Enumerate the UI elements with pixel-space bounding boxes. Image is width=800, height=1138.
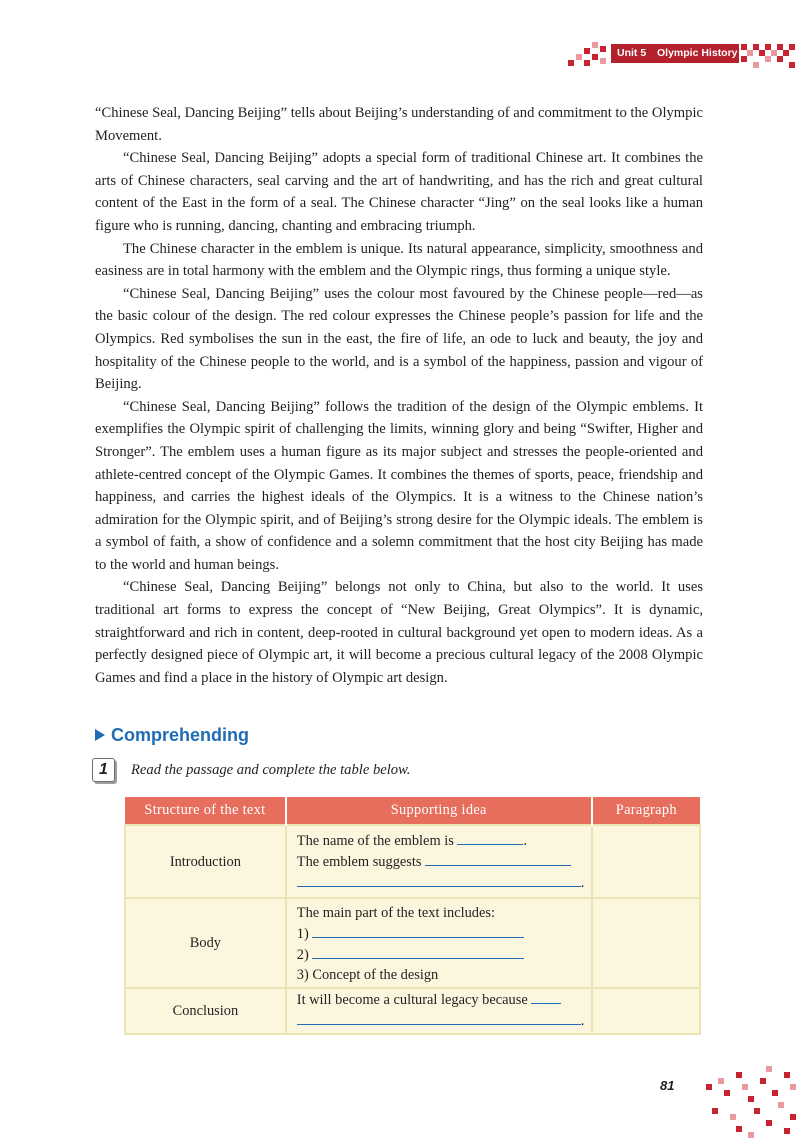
paragraph-1: “Chinese Seal, Dancing Beijing” tells about Beijing’s understanding of and commitment to the Olympic Movement. [95,105,703,144]
paragraph-3: The Chinese character in the emblem is unique. Its natural appearance, simplicity, smoothness and easiness are in total harmony with the emblem and the Olympic rings, thus forming a unique style. [95,240,703,280]
reading-passage [95,102,703,689]
emblem-suggests-blank[interactable] [425,851,571,866]
table-row-conclusion [125,988,700,1034]
emblem-suggests-blank-continued[interactable] [297,872,581,887]
supporting-idea-cell: The main part of the text includes: 1) 2) 3) Concept of the design [286,898,592,988]
table-row-body [125,898,700,988]
row-label: Conclusion [125,988,286,1034]
legacy-reason-blank-continued[interactable] [297,1010,581,1025]
paragraph-6: “Chinese Seal, Dancing Beijing” belongs not only to China, but also to the world. It uses traditional art forms to express the concept of “New Beijing, Great Olympics”. It is dynamic, straightforward and rich in content, deep-rooted in cultural background yet open to modern ideas. As a perfectly designed piece of Olympic art, it will become a precious cultural legacy of the 2008 Olympic Games and find a place in the history of Olympic art design. [95,579,703,686]
triangle-bullet-icon [95,729,105,741]
table-row-introduction [125,825,700,898]
section-title: Comprehending [111,725,249,745]
header-structure: Structure of the text [125,797,286,825]
legacy-reason-blank[interactable] [531,989,561,1004]
emblem-name-blank[interactable] [457,830,523,845]
unit-label: Unit 5 [617,47,647,59]
task-number-badge: 1 [92,758,115,782]
page-number: 81 [660,1078,675,1093]
paragraph-2: “Chinese Seal, Dancing Beijing” adopts a special form of traditional Chinese art. It combines the arts of Chinese characters, seal carving and the art of handwriting, and has the rich and great cultural content of the East in the form of a seal. The Chinese character “Jing” on the seal looks like a human figure who is running, dancing, chanting and embracing triumph. [95,150,703,234]
task-instruction: Read the passage and complete the table below. [131,762,411,778]
supporting-idea-cell: The name of the emblem is . The emblem suggests . [286,825,592,898]
paragraph-cell[interactable] [592,898,700,988]
supporting-idea-cell: It will become a cultural legacy because . [286,988,592,1034]
row-label: Introduction [125,825,286,898]
paragraph-4: “Chinese Seal, Dancing Beijing” uses the colour most favoured by the Chinese people—red—as the basic colour of the design. The red colour expresses the Chinese people’s passion for life and the Olympics. Red symbolises the sun in the east, the fire of life, an ode to luck and beauty, the joy and hospitality of the Chinese people to the world, and is a symbol of the happiness, passion and vigour of Beijing. [95,285,703,393]
header-paragraph: Paragraph [592,797,700,825]
unit-header-band [611,44,739,63]
main-part-blank-2[interactable] [312,944,524,959]
header-supporting-idea: Supporting idea [286,797,592,825]
paragraph-cell[interactable] [592,988,700,1034]
unit-title: Olympic History [657,47,738,59]
paragraph-5: “Chinese Seal, Dancing Beijing” follows the tradition of the design of the Olympic emblems. It exemplifies the Olympic spirit of challenging the limits, winning glory and being “Swifter, Higher and Stronger”. The emblem uses a human figure as its major subject and stresses the people-oriented and athlete-centred concept of the Olympic Games. It combines the themes of sports, peace, friendship and happiness, and carries the highest ideals of the Olympics. It is a witness to the Chinese nation’s admiration for the Olympic spirit, and of Beijing’s strong desire for the Olympic ideals. The emblem is a symbol of faith, a show of confidence and a solemn commitment that the host city Beijing has made to the world and human beings. [95,398,703,573]
structure-table [124,797,701,1035]
row-label: Body [125,898,286,988]
section-heading [95,722,249,748]
table-header-row [125,797,700,825]
paragraph-cell[interactable] [592,825,700,898]
main-part-blank-1[interactable] [312,923,524,938]
